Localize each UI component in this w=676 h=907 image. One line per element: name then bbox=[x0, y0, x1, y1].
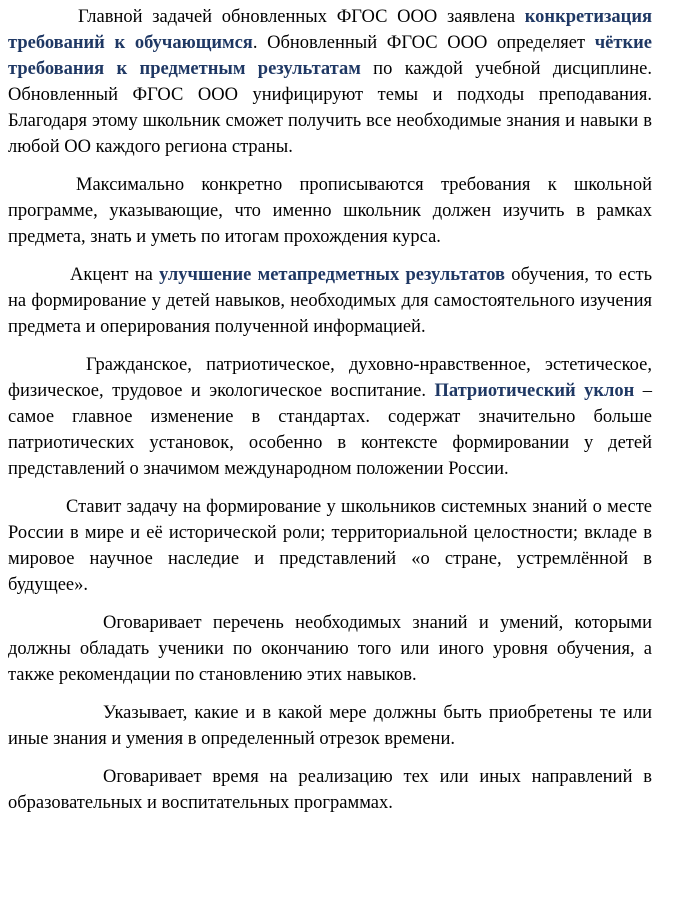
highlight-metasubject-results: улучшение метапредметных результатов bbox=[159, 265, 506, 285]
paragraph-3 bbox=[8, 262, 652, 340]
paragraph-8 bbox=[8, 764, 652, 816]
paragraph-1-text: по каждой учебной дисциплине. Обновленный ФГОС ООО унифицируют темы и подходы преподавания. Благодаря этому школьник сможет получить все необходимые знания и навыки в любой ОО каждого региона страны. bbox=[8, 59, 652, 157]
paragraph-2 bbox=[8, 172, 652, 250]
paragraph-3-text: обучения, то есть на формирование у детей навыков, необходимых для самостоятельного изучения предмета и оперирования полученной информацией. bbox=[8, 265, 653, 337]
paragraph-7-text: Указывает, какие и в какой мере должны быть приобретены те или иные знания и умения в определенный отрезок времени. bbox=[8, 703, 652, 749]
paragraph-5-text: Ставит задачу на формирование у школьников системных знаний о месте России в мире и её исторической роли; территориальной целостности; вкладе в мировое научное наследие и представлений «о стране, устремлённой в будущее». bbox=[8, 497, 652, 595]
paragraph-8-text: Оговаривает время на реализацию тех или иных направлений в образовательных и воспитательных программах. bbox=[8, 767, 652, 813]
highlight-patriotic-bias: Патриотический уклон bbox=[434, 381, 635, 401]
highlight-subject-results: чёткие требования к предметным результатам bbox=[8, 33, 653, 79]
paragraph-7 bbox=[8, 700, 652, 752]
paragraph-1-text: Главной задачей обновленных ФГОС ООО заявлена bbox=[78, 7, 525, 27]
paragraph-4 bbox=[8, 352, 652, 482]
paragraph-4-text: – самое главное изменение в стандартах. содержат значительно больше патриотических установок, особенно в контексте формировании у детей представлений о значимом международном положении России. bbox=[8, 381, 652, 479]
paragraph-1-text: . Обновленный ФГОС ООО определяет bbox=[252, 33, 595, 53]
paragraph-5 bbox=[8, 494, 652, 598]
paragraph-6 bbox=[8, 610, 652, 688]
paragraph-3-text: Акцент на bbox=[70, 265, 160, 285]
paragraph-4-text: Гражданское, патриотическое, духовно-нравственное, эстетическое, физическое, трудовое и экологическое воспитание. bbox=[8, 355, 652, 401]
paragraph-1 bbox=[8, 4, 652, 160]
paragraph-6-text: Оговаривает перечень необходимых знаний и умений, которыми должны обладать ученики по окончанию того или иного уровня обучения, а также рекомендации по становлению этих навыков. bbox=[8, 613, 652, 685]
highlight-specific-requirements: конкретизация требований к обучающимся bbox=[8, 7, 652, 53]
paragraph-2-text: Максимально конкретно прописываются требования к школьной программе, указывающие, что именно школьник должен изучить в рамках предмета, знать и уметь по итогам прохождения курса. bbox=[8, 175, 652, 247]
